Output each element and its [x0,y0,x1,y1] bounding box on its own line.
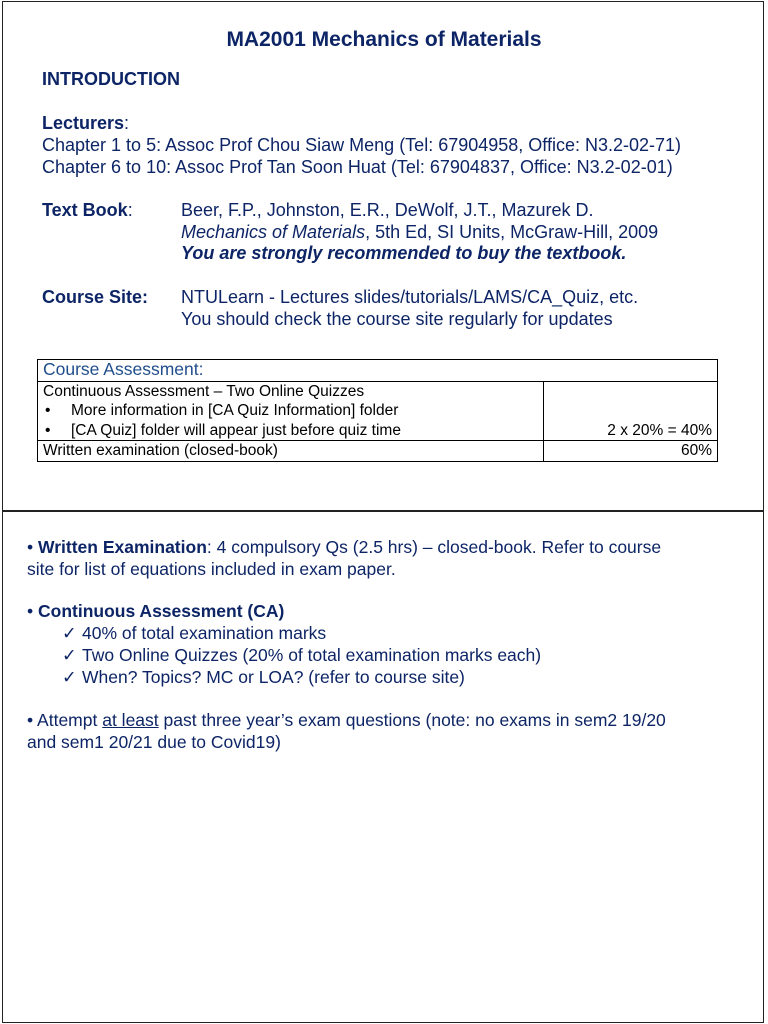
ca-bullet-text: [CA Quiz] folder will appear just before quiz time [71,421,401,439]
ca-bullet-text: More information in [CA Quiz Information] folder [71,402,399,419]
textbook-edition: , 5th Ed, SI Units, McGraw-Hill, 2009 [365,222,659,242]
assessment-header-row [38,360,718,382]
coursesite-label: Course Site: [42,287,149,307]
lecturers-heading: Lecturers: [42,113,130,133]
check-icon: ✓ [62,667,77,687]
ca-check-text: 40% of total examination marks [82,623,327,643]
lecturers-label: Lecturers [42,113,125,133]
lecturer-line-2: Chapter 6 to 10: Assoc Prof Tan Soon Huat (Tel: 67904837, Office: N3.2-02-01) [42,157,673,177]
assessment-ca-row [38,381,718,441]
attempt-prefix: Attempt [37,710,103,730]
assessment-ca-cell [38,381,544,441]
textbook-authors: Beer, F.P., Johnston, E.R., DeWolf, J.T., Mazurek D. [181,200,594,220]
textbook-title: Mechanics of Materials [181,222,366,242]
assessment-header-cell [38,360,718,382]
slide-assessment-details [2,511,764,1023]
textbook-recommendation: You are strongly recommended to buy the textbook. [181,243,627,263]
exam-weight: 60% [544,441,718,462]
ca-title: Continuous Assessment – Two Online Quizzes [43,382,365,400]
course-assessment-table [37,359,718,462]
textbook-title-line [181,222,658,243]
ca-heading [27,601,284,622]
slide-introduction [2,1,764,511]
attempt-line-1 [27,710,666,731]
attempt-rest: past three year’s exam questions (note: no exams in sem2 19/20 [158,710,666,730]
attempt-emphasis: at least [102,710,159,730]
ca-weight: 2 x 20% = 40% [544,381,718,441]
coursesite-line-1: NTULearn - Lectures slides/tutorials/LAMS/CA_Quiz, etc. [181,287,639,307]
assessment-header: Course Assessment: [43,359,204,379]
exam-title: Written examination (closed-book) [38,441,544,462]
ca-check-text: Two Online Quizzes (20% of total examination marks each) [82,645,542,665]
bullet-icon: • [45,402,51,419]
bullet-icon: • [27,601,34,621]
check-icon: ✓ [62,623,77,643]
assessment-exam-row [38,441,718,462]
bullet-icon: • [27,537,34,557]
written-exam-line-1 [27,537,661,558]
bullet-icon: • [27,710,34,730]
written-exam-label: Written Examination [38,537,207,557]
ca-check-2 [62,645,541,666]
lecturer-line-1: Chapter 1 to 5: Assoc Prof Chou Siaw Meng (Tel: 67904958, Office: N3.2-02-71) [42,135,682,155]
written-exam-text: : 4 compulsory Qs (2.5 hrs) – closed-book. Refer to course [206,537,662,557]
ca-bullet-1 [43,401,538,421]
written-exam-line-2: site for list of equations included in exam paper. [27,559,396,579]
coursesite-line-2: You should check the course site regularly for updates [181,309,613,329]
ca-check-3 [62,667,465,688]
page-title: MA2001 Mechanics of Materials [226,28,542,51]
check-icon: ✓ [62,645,77,665]
attempt-line-2: and sem1 20/21 due to Covid19) [27,732,281,752]
ca-bullet-2 [43,421,538,441]
textbook-heading: Text Book: [42,200,133,220]
bullet-icon: • [45,421,51,439]
ca-check-1 [62,623,326,644]
ca-label: Continuous Assessment (CA) [38,601,285,621]
ca-check-text: When? Topics? MC or LOA? (refer to course site) [82,667,465,687]
section-heading-introduction: INTRODUCTION [42,69,180,89]
textbook-label: Text Book [42,200,128,220]
